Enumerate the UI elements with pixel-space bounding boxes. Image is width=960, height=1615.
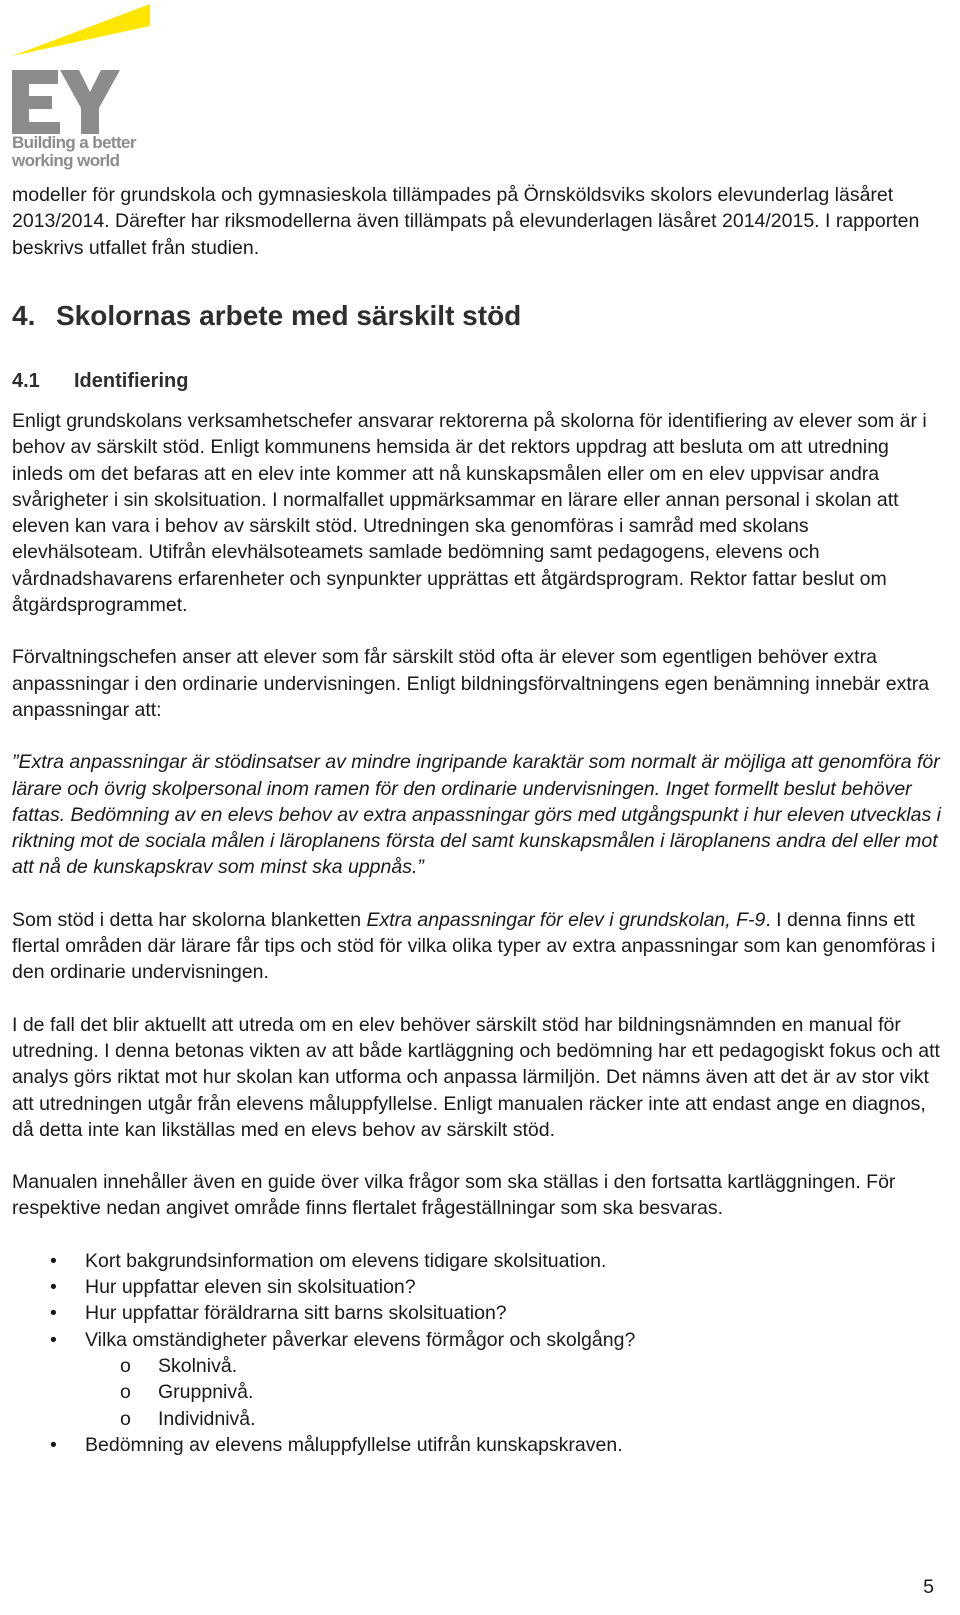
paragraph-guide: Manualen innehåller även en guide över vilka frågor som ska ställas i den fortsatta kartläggningen. För respektive nedan angivet område finns flertalet frågeställningar som ska besvaras. xyxy=(12,1171,896,1220)
subsection-title: Identifiering xyxy=(74,370,189,392)
logo-tagline-line2: working world xyxy=(12,151,120,170)
logo-tagline xyxy=(12,134,136,170)
sub-list-item: o Skolnivå. xyxy=(12,1353,942,1379)
paragraph-administration: Förvaltningschefen anser att elever som får särskilt stöd ofta är elever som egentligen behöver extra anpassningar i den ordinarie undervisningen. Enligt bildningsförvaltningens egen benämning innebär extra anpassningar att: xyxy=(12,646,930,721)
question-list xyxy=(12,1248,942,1458)
logo-letter-e xyxy=(12,70,60,134)
section-title: Skolornas arbete med särskilt stöd xyxy=(56,300,522,331)
paragraph-manual: I de fall det blir aktuellt att utreda om en elev behöver särskilt stöd har bildningsnämnden en manual för utredning. I denna betonas vikten av att både kartläggning och bedömning har ett pedagogiskt fokus och att analys görs riktat mot hur skolan kan utforma och anpassa lärmiljön. Det nämns även att det är av stor vikt att utredningen utgår från elevens måluppfyllelse. Enligt manualen räcker inte att endast ange en diagnos, då detta inte kan likställas med en elevs behov av särskilt stöd. xyxy=(12,1013,940,1141)
list-item: • Hur uppfattar eleven sin skolsituation? xyxy=(12,1274,942,1300)
logo-tagline-line1: Building a better xyxy=(12,133,136,152)
ey-logo xyxy=(10,4,160,172)
paragraph-identification: Enligt grundskolans verksamhetschefer ansvarar rektorerna på skolorna för identifiering av elever som är i behov av särskilt stöd. Enligt kommunens hemsida är det rektors uppdrag att besluta om att utredning inleds om det befaras att en elev inte kommer att nå kunskapsmålen eller om en elev uppvisar andra svårigheter i sin skolsituation. I normalfallet uppmärksammar en lärare eller annan personal i skolan att eleven kan vara i behov av särskilt stöd. Utredningen ska genomföras i samråd med skolans elevhälsoteam. Utifrån elevhälsoteamets samlade bedömning samt pedagogens, elevens och vårdnadshavarens erfarenheter och synpunkter upprättas ett åtgärdsprogram. Rektor fattar beslut om åtgärdsprogrammet. xyxy=(12,410,927,617)
list-item: • Vilka omständigheter påverkar elevens förmågor och skolgång? xyxy=(12,1327,942,1353)
intro-paragraph: modeller för grundskola och gymnasieskola tillämpades på Örnsköldsviks skolors elevunderlag läsåret 2013/2014. Därefter har riksmodellerna även tillämpats på elevunderlagen läsåret 2014/2015. I rapporten beskrivs utfallet från studien. xyxy=(12,184,920,259)
quote-text: ”Extra anpassningar är stödinsatser av mindre ingripande karaktär som normalt är möjliga att genomföra för lärare och övrig skolpersonal inom ramen för den ordinarie undervisningen. Inget formellt beslut behöver fattas. Bedömning av en elevs behov av extra anpassningar görs med utgångspunkt i hur eleven utvecklas i riktning mot de sociala målen i läroplanens första del samt kunskapsmålen i läroplanens andra del eller mot att nå de kunskapskrav som minst ska uppnås.” xyxy=(12,751,941,879)
paragraph-form-text: Som stöd i detta har skolorna blanketten xyxy=(12,908,367,931)
section-heading xyxy=(12,300,521,332)
section-content xyxy=(12,408,942,1458)
page-number: 5 xyxy=(923,1576,934,1598)
form-title: Extra anpassningar för elev i grundskolan, F-9 xyxy=(366,908,766,931)
ey-logo-mark xyxy=(10,4,160,134)
paragraph-form xyxy=(12,907,942,986)
list-item: • Kort bakgrundsinformation om elevens tidigare skolsituation. xyxy=(12,1248,942,1274)
logo-letter-y xyxy=(60,70,120,134)
subsection-number: 4.1 xyxy=(12,370,40,392)
sub-list-item: o Gruppnivå. xyxy=(12,1379,942,1405)
paragraph-form-text-end: . I denna finns ett flertal områden där lärare får tips och stöd för vilka olika typer av extra anpassningar som kan genomföras i den ordinarie undervisningen. xyxy=(12,908,936,984)
section-number: 4. xyxy=(12,300,36,331)
logo-beam xyxy=(12,4,150,56)
sub-list-item: o Individnivå. xyxy=(12,1406,942,1432)
document-body xyxy=(12,182,942,261)
subsection-heading xyxy=(12,370,188,393)
list-item: • Bedömning av elevens måluppfyllelse utifrån kunskapskraven. xyxy=(12,1432,942,1458)
quote-paragraph xyxy=(12,749,942,880)
list-item: • Hur uppfattar föräldrarna sitt barns skolsituation? xyxy=(12,1300,942,1326)
